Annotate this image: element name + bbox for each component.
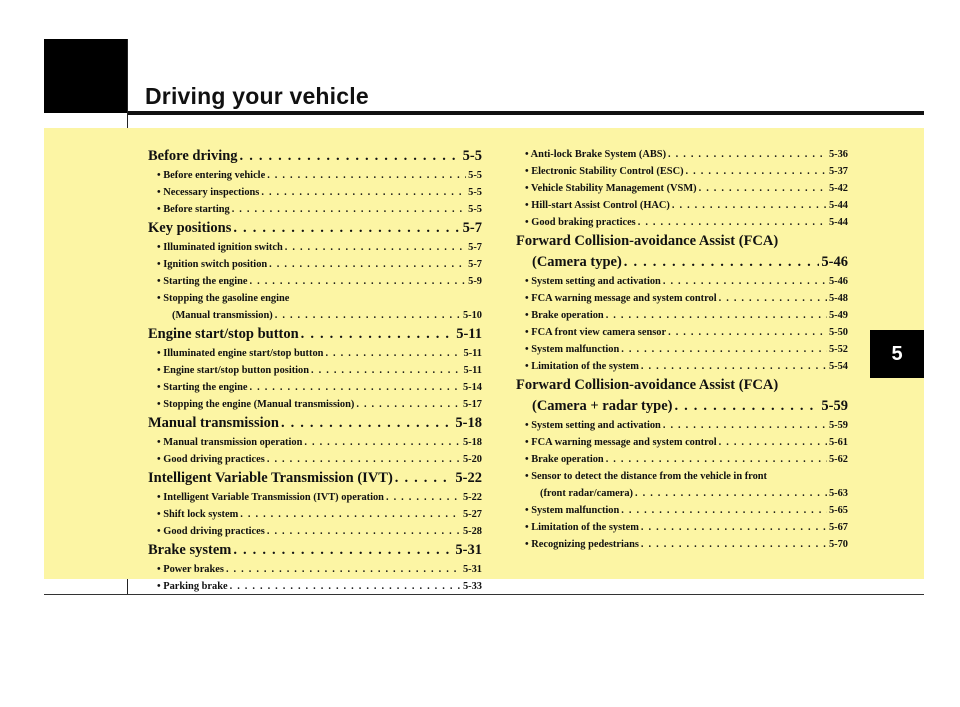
toc-entry[interactable] bbox=[516, 146, 848, 163]
toc-page-number: 5-14 bbox=[462, 382, 482, 393]
toc-page-number: 5-11 bbox=[463, 348, 482, 359]
toc-entry[interactable] bbox=[516, 180, 848, 197]
toc-label: • Parking brake bbox=[157, 581, 228, 592]
toc-page-number: 5-9 bbox=[468, 276, 482, 287]
toc-section[interactable] bbox=[148, 468, 482, 489]
toc-page-number: 5-36 bbox=[828, 149, 848, 160]
toc-entry[interactable] bbox=[516, 214, 848, 231]
toc-section[interactable] bbox=[148, 218, 482, 239]
toc-page-number: 5-59 bbox=[821, 398, 848, 414]
dot-leader bbox=[674, 396, 819, 417]
toc-entry[interactable] bbox=[148, 201, 482, 218]
toc-label: • Good driving practices bbox=[157, 526, 265, 537]
toc-entry[interactable] bbox=[148, 184, 482, 201]
toc-page-number: 5-63 bbox=[828, 488, 848, 499]
toc-page-number: 5-5 bbox=[468, 204, 482, 215]
dot-leader bbox=[267, 451, 461, 468]
toc-page-number: 5-42 bbox=[828, 183, 848, 194]
toc-label: • Stopping the gasoline engine bbox=[157, 293, 290, 304]
toc-label: • Engine start/stop button position bbox=[157, 365, 310, 376]
title-underline bbox=[128, 111, 924, 115]
toc-page-number: 5-18 bbox=[462, 437, 482, 448]
dot-leader bbox=[267, 167, 466, 184]
toc-label: • Shift lock system bbox=[157, 509, 239, 520]
dot-leader bbox=[621, 341, 827, 358]
toc-page-number: 5-7 bbox=[462, 220, 482, 236]
toc-entry[interactable] bbox=[148, 489, 482, 506]
toc-label: Before driving bbox=[148, 148, 238, 164]
toc-label: Intelligent Variable Transmission (IVT) bbox=[148, 470, 393, 486]
toc-label: (Camera type) bbox=[532, 254, 622, 270]
dot-leader bbox=[606, 307, 827, 324]
dot-leader bbox=[641, 358, 827, 375]
toc-page-number: 5-7 bbox=[468, 242, 482, 253]
dot-leader bbox=[641, 519, 827, 536]
toc-page-number: 5-67 bbox=[828, 522, 848, 533]
dot-leader bbox=[226, 561, 461, 578]
toc-label: (Manual transmission) bbox=[172, 310, 273, 321]
toc-page-number: 5-48 bbox=[828, 293, 848, 304]
dot-leader bbox=[261, 184, 466, 201]
toc-page-number: 5-46 bbox=[828, 276, 848, 287]
dot-leader bbox=[663, 417, 827, 434]
toc-entry[interactable] bbox=[148, 434, 482, 451]
toc-label: • Before starting bbox=[157, 204, 230, 215]
toc-label: • Illuminated engine start/stop button bbox=[157, 348, 324, 359]
toc-label: • Stopping the engine (Manual transmission) bbox=[157, 399, 355, 410]
toc-label: • Good driving practices bbox=[157, 454, 265, 465]
toc-left-column bbox=[148, 146, 482, 595]
toc-entry[interactable] bbox=[148, 239, 482, 256]
toc-label: • Brake operation bbox=[525, 310, 604, 321]
dot-leader bbox=[668, 146, 827, 163]
dot-leader bbox=[606, 451, 827, 468]
toc-section[interactable] bbox=[148, 413, 482, 434]
toc-label: • System malfunction bbox=[525, 505, 620, 516]
toc-page-number: 5-50 bbox=[828, 327, 848, 338]
dot-leader bbox=[638, 214, 827, 231]
toc-entry[interactable] bbox=[516, 163, 848, 180]
toc-entry[interactable] bbox=[516, 197, 848, 214]
toc-page-number: 5-7 bbox=[468, 259, 482, 270]
toc-page-number: 5-37 bbox=[828, 166, 848, 177]
dot-leader bbox=[386, 489, 461, 506]
dot-leader bbox=[240, 506, 461, 523]
toc-label: • Sensor to detect the distance from the vehicle in front bbox=[525, 471, 768, 482]
dot-leader bbox=[233, 218, 460, 239]
dot-leader bbox=[672, 197, 827, 214]
toc-label: • Limitation of the system bbox=[525, 522, 639, 533]
dot-leader bbox=[686, 163, 827, 180]
dot-leader bbox=[233, 540, 453, 561]
dot-leader bbox=[304, 434, 461, 451]
chapter-tab[interactable]: 5 bbox=[870, 330, 924, 378]
dot-leader bbox=[232, 201, 466, 218]
toc-label: • Power brakes bbox=[157, 564, 224, 575]
toc-label: • System setting and activation bbox=[525, 420, 661, 431]
toc-page-number: 5-31 bbox=[455, 542, 482, 558]
toc-label: • Anti-lock Brake System (ABS) bbox=[525, 149, 667, 160]
toc-page-number: 5-5 bbox=[468, 170, 482, 181]
dot-leader bbox=[250, 379, 461, 396]
toc-page-number: 5-70 bbox=[828, 539, 848, 550]
toc-section-continuation[interactable] bbox=[516, 396, 848, 417]
toc-label: • FCA front view camera sensor bbox=[525, 327, 667, 338]
dot-leader bbox=[285, 239, 466, 256]
toc-entry[interactable] bbox=[148, 379, 482, 396]
dot-leader bbox=[621, 502, 827, 519]
toc-page-number: 5-27 bbox=[462, 509, 482, 520]
toc-page-number: 5-52 bbox=[828, 344, 848, 355]
toc-section-continuation[interactable] bbox=[516, 252, 848, 273]
toc-label: • System malfunction bbox=[525, 344, 620, 355]
dot-leader bbox=[699, 180, 827, 197]
toc-entry[interactable] bbox=[516, 290, 848, 307]
toc-label: • Illuminated ignition switch bbox=[157, 242, 283, 253]
dot-leader bbox=[624, 252, 820, 273]
dot-leader bbox=[635, 485, 827, 502]
toc-page-number: 5-65 bbox=[828, 505, 848, 516]
toc-entry[interactable] bbox=[148, 362, 482, 379]
toc-entry[interactable] bbox=[148, 256, 482, 273]
dot-leader bbox=[281, 413, 453, 434]
toc-page-number: 5-44 bbox=[828, 217, 848, 228]
toc-entry[interactable] bbox=[516, 502, 848, 519]
toc-entry[interactable] bbox=[516, 434, 848, 451]
toc-label: • Good braking practices bbox=[525, 217, 636, 228]
toc-entry[interactable] bbox=[148, 167, 482, 184]
toc-page-number: 5-46 bbox=[821, 254, 848, 270]
toc-entry[interactable] bbox=[148, 273, 482, 290]
toc-label: • Starting the engine bbox=[157, 382, 248, 393]
dot-leader bbox=[301, 324, 455, 345]
toc-page-number: 5-44 bbox=[828, 200, 848, 211]
toc-page-number: 5-33 bbox=[462, 581, 482, 592]
toc-label: • Necessary inspections bbox=[157, 187, 260, 198]
toc-entry[interactable] bbox=[148, 578, 482, 595]
toc-label: • System setting and activation bbox=[525, 276, 661, 287]
toc-label: Forward Collision-avoidance Assist (FCA) bbox=[516, 233, 779, 249]
toc-label: Manual transmission bbox=[148, 415, 279, 431]
toc-page-number: 5-59 bbox=[828, 420, 848, 431]
toc-entry[interactable] bbox=[516, 358, 848, 375]
toc-label: (Camera + radar type) bbox=[532, 398, 673, 414]
toc-page-number: 5-17 bbox=[462, 399, 482, 410]
toc-entry[interactable] bbox=[516, 273, 848, 290]
toc-label: • Ignition switch position bbox=[157, 259, 268, 270]
toc-page-number: 5-54 bbox=[828, 361, 848, 372]
toc-label: • Electronic Stability Control (ESC) bbox=[525, 166, 684, 177]
toc-page-number: 5-49 bbox=[828, 310, 848, 321]
toc-entry[interactable] bbox=[148, 561, 482, 578]
toc-section[interactable] bbox=[148, 324, 482, 345]
toc-entry-continuation[interactable] bbox=[516, 485, 848, 502]
toc-entry[interactable] bbox=[516, 341, 848, 358]
dot-leader bbox=[275, 307, 461, 324]
toc-page-number: 5-20 bbox=[462, 454, 482, 465]
toc-label: • Before entering vehicle bbox=[157, 170, 266, 181]
toc-entry[interactable] bbox=[516, 307, 848, 324]
toc-section[interactable] bbox=[516, 231, 848, 252]
toc-page-number: 5-28 bbox=[462, 526, 482, 537]
toc-entry[interactable] bbox=[516, 519, 848, 536]
toc-entry[interactable] bbox=[148, 506, 482, 523]
dot-leader bbox=[356, 396, 461, 413]
dot-leader bbox=[641, 536, 827, 553]
dot-leader bbox=[311, 362, 461, 379]
toc-entry-multiline[interactable] bbox=[148, 290, 482, 307]
toc-label: • FCA warning message and system control bbox=[525, 437, 717, 448]
toc-page-number: 5-31 bbox=[462, 564, 482, 575]
toc-page-number: 5-22 bbox=[462, 492, 482, 503]
dot-leader bbox=[719, 434, 827, 451]
toc-entry[interactable] bbox=[516, 417, 848, 434]
toc-page-number: 5-22 bbox=[455, 470, 482, 486]
toc-page-number: 5-61 bbox=[828, 437, 848, 448]
dot-leader bbox=[663, 273, 827, 290]
toc-page-number: 5-18 bbox=[455, 415, 482, 431]
toc-page-number: 5-11 bbox=[463, 365, 482, 376]
toc-entry[interactable] bbox=[148, 396, 482, 413]
toc-label: • Manual transmission operation bbox=[157, 437, 303, 448]
toc-label: • FCA warning message and system control bbox=[525, 293, 717, 304]
toc-entry[interactable] bbox=[148, 523, 482, 540]
toc-label: Forward Collision-avoidance Assist (FCA) bbox=[516, 377, 779, 393]
toc-section[interactable] bbox=[148, 146, 482, 167]
toc-label: Brake system bbox=[148, 542, 232, 558]
dot-leader bbox=[719, 290, 827, 307]
toc-entry[interactable] bbox=[516, 536, 848, 553]
dot-leader bbox=[668, 324, 827, 341]
toc-section[interactable] bbox=[148, 540, 482, 561]
toc-label: (front radar/camera) bbox=[540, 488, 633, 499]
toc-entry[interactable] bbox=[148, 345, 482, 362]
header-black-block bbox=[44, 39, 128, 113]
toc-entry-continuation[interactable] bbox=[148, 307, 482, 324]
toc-entry-multiline[interactable] bbox=[516, 468, 848, 485]
toc-page-number: 5-5 bbox=[468, 187, 482, 198]
toc-label: Key positions bbox=[148, 220, 232, 236]
toc-entry[interactable] bbox=[516, 324, 848, 341]
toc-label: • Starting the engine bbox=[157, 276, 248, 287]
toc-label: • Intelligent Variable Transmission (IVT) operation bbox=[157, 492, 384, 503]
toc-label: Engine start/stop button bbox=[148, 326, 299, 342]
dot-leader bbox=[250, 273, 467, 290]
toc-label: • Hill-start Assist Control (HAC) bbox=[525, 200, 670, 211]
chapter-title: Driving your vehicle bbox=[145, 83, 369, 109]
toc-page-number: 5-11 bbox=[456, 326, 482, 342]
toc-entry[interactable] bbox=[148, 451, 482, 468]
toc-label: • Limitation of the system bbox=[525, 361, 639, 372]
toc-label: • Vehicle Stability Management (VSM) bbox=[525, 183, 697, 194]
toc-page-number: 5-10 bbox=[462, 310, 482, 321]
dot-leader bbox=[230, 578, 461, 595]
toc-label: • Recognizing pedestrians bbox=[525, 539, 639, 550]
dot-leader bbox=[240, 146, 461, 167]
toc-page-number: 5-62 bbox=[828, 454, 848, 465]
dot-leader bbox=[269, 256, 466, 273]
toc-section[interactable] bbox=[516, 375, 848, 396]
toc-page-number: 5-5 bbox=[462, 148, 482, 164]
toc-label: • Brake operation bbox=[525, 454, 604, 465]
dot-leader bbox=[267, 523, 461, 540]
dot-leader bbox=[395, 468, 454, 489]
toc-entry[interactable] bbox=[516, 451, 848, 468]
toc-right-column bbox=[516, 146, 848, 553]
dot-leader bbox=[325, 345, 461, 362]
